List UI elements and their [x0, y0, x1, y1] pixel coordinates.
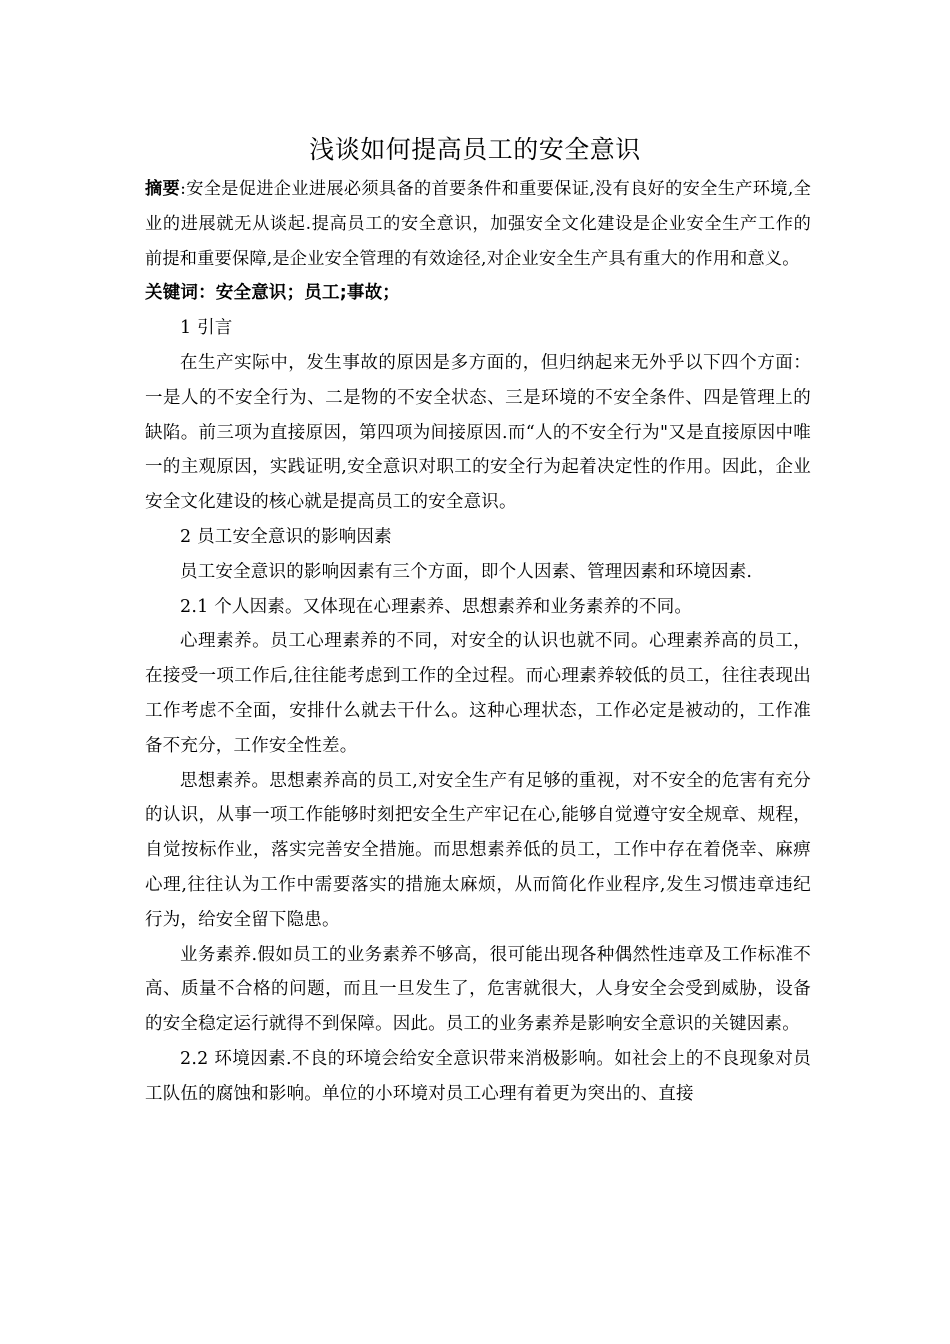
- section-2-intro: 员工安全意识的影响因素有三个方面，即个人因素、管理因素和环境因素.: [180, 561, 753, 582]
- section-2-2-paragraph: 2.2 环境因素.不良的环境会给安全意识带来消极影响。如社会上的不良现象对员工队伍的腐蚀和影响。单位的小环境对员工心理有着更为突出的、直接: [145, 1048, 811, 1104]
- professional-quality-paragraph: 业务素养.假如员工的业务素养不够高，很可能出现各种偶然性违章及工作标准不高、质量不合格的问题，而且一旦发生了，危害就很大，人身安全会受到威胁，设备的安全稳定运行就得不到保障。因此。员工的业务素养是影响安全意识的关键因素。: [145, 944, 811, 1035]
- ideological-quality-paragraph: 思想素养。思想素养高的员工,对安全生产有足够的重视，对不安全的危害有充分的认识，从事一项工作能够时刻把安全生产牢记在心,能够自觉遵守安全规章、规程，自觉按标作业，落实完善安全措施。而思想素养低的员工，工作中存在着侥幸、麻痹心理,往往认为工作中需要落实的措施太麻烦，从而简化作业程序,发生习惯违章违纪行为，给安全留下隐患。: [145, 770, 811, 930]
- document-title: 浅谈如何提高员工的安全意识: [309, 135, 641, 164]
- abstract-text: :安全是促进企业进展必须具备的首要条件和重要保证,没有良好的安全生产环境,全业的进展就无从谈起.提高员工的安全意识，加强安全文化建设是企业安全生产工作的前提和重要保障,是企业安全管理的有效途径,对企业安全生产具有重大的作用和意义。: [145, 179, 812, 269]
- abstract-paragraph: [145, 172, 811, 276]
- section-2-1-heading: 2.1 个人因素。又体现在心理素养、思想素养和业务素养的不同。: [180, 596, 693, 617]
- section-1-heading: 1 引言: [180, 318, 233, 339]
- abstract-label: 摘要: [145, 179, 181, 199]
- section-1-paragraph: 在生产实际中，发生事故的原因是多方面的，但归纳起来无外乎以下四个方面：一是人的不安全行为、二是物的不安全状态、三是环境的不安全条件、四是管理上的缺陷。前三项为直接原因，第四项为间接原因.而“人的不安全行为"又是直接原因中唯一的主观原因，实践证明,安全意识对职工的安全行为起着决定性的作用。因此，企业安全文化建设的核心就是提高员工的安全意识。: [145, 352, 811, 513]
- section-2-heading: 2 员工安全意识的影响因素: [180, 526, 392, 547]
- document-body: [145, 172, 811, 1112]
- keywords-line: 关键词：安全意识；员工;事故；: [145, 283, 400, 304]
- psychological-quality-paragraph: 心理素养。员工心理素养的不同，对安全的认识也就不同。心理素养高的员工，在接受一项工作后,往往能考虑到工作的全过程。而心理素养较低的员工，往往表现出工作考虑不全面，安排什么就去干什么。这种心理状态，工作必定是被动的，工作准备不充分，工作安全性差。: [145, 631, 811, 756]
